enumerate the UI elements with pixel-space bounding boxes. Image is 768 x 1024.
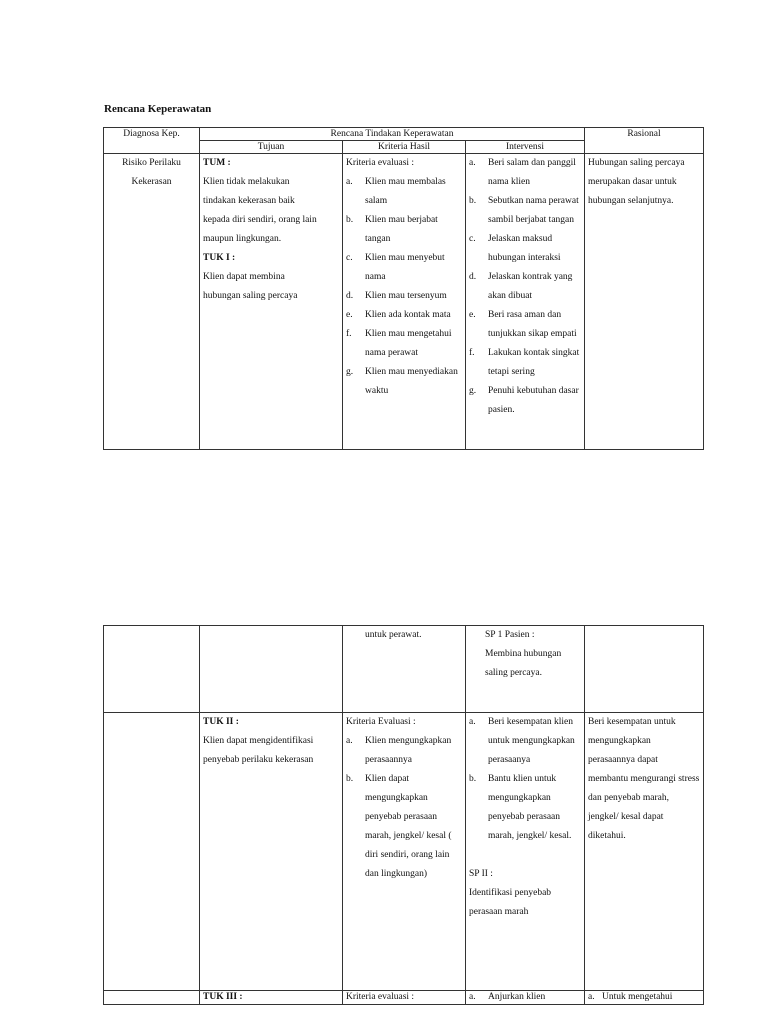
list-item: f. Lakukan kontak singkat tetapi sering <box>469 348 580 377</box>
sp-text: Identifikasi penyebab perasaan marah <box>469 888 552 917</box>
tujuan-cell <box>200 713 343 991</box>
intervensi-cell <box>466 154 585 450</box>
tuk-line: Klien dapat membina <box>203 272 285 282</box>
list-item: b. Klien dapat mengungkapkan penyebab perasaan marah, jengkel/ kesal ( diri sendiri, orang lain dan lingkungan) <box>346 774 452 879</box>
kriteria-continued: untuk perawat. <box>365 630 422 640</box>
tum-line: maupun lingkungan. <box>203 234 282 244</box>
kriteria-label: Kriteria evaluasi : <box>346 158 415 168</box>
list-item: b. Klien mau berjabat tangan <box>346 215 438 244</box>
document-title: Rencana Keperawatan <box>104 103 212 115</box>
list-item: d. Klien mau tersenyum <box>346 291 447 301</box>
diagnosa-cell <box>104 713 200 991</box>
tum-label: TUM : <box>203 158 231 168</box>
kriteria-cell <box>343 991 466 1005</box>
diagnosa-line: Kekerasan <box>131 177 172 187</box>
tujuan-cell <box>200 626 343 713</box>
header-intervensi: Intervensi <box>466 141 585 154</box>
kriteria-label: Kriteria evaluasi : <box>346 992 415 1002</box>
list-item: b. Bantu klien untuk mengungkapkan penyebab perasaan marah, jengkel/ kesal. <box>469 774 572 841</box>
tuk-label: TUK II : <box>203 717 239 727</box>
diagnosa-cell <box>104 154 200 450</box>
list-item: c. Klien mau menyebut nama <box>346 253 445 282</box>
kriteria-cell <box>343 626 466 713</box>
list-item: a. Klien mengungkapkan perasaannya <box>346 736 452 765</box>
rasional-cell: Beri kesempatan untuk mengungkapkan perasaannya dapat membantu mengurangi stress dan penyebab marah, jengkel/ kesal dapat diketahui. <box>585 713 704 991</box>
rasional-cell <box>585 991 704 1005</box>
tujuan-cell <box>200 154 343 450</box>
diagnosa-cell <box>104 626 200 713</box>
tuk-line: hubungan saling percaya <box>203 291 298 301</box>
list-item: a. Untuk mengetahui <box>588 992 673 1002</box>
list-item: d. Jelaskan kontrak yang akan dibuat <box>469 272 573 301</box>
sp-label: SP 1 Pasien : <box>485 630 535 640</box>
intervensi-cell <box>466 713 585 991</box>
sp-text: Membina hubungan saling percaya. <box>485 649 562 678</box>
care-plan-table-1 <box>103 127 704 450</box>
header-rasional: Rasional <box>585 128 704 154</box>
intervensi-cell <box>466 626 585 713</box>
diagnosa-line: Risiko Perilaku <box>122 158 181 168</box>
list-item: a. Klien mau membalas salam <box>346 177 446 206</box>
diagnosa-cell <box>104 991 200 1005</box>
header-kriteria: Kriteria Hasil <box>343 141 466 154</box>
tuk-label: TUK I : <box>203 253 236 263</box>
list-item: b. Sebutkan nama perawat sambil berjabat tangan <box>469 196 579 225</box>
list-item: c. Jelaskan maksud hubungan interaksi <box>469 234 561 263</box>
list-item: e. Klien ada kontak mata <box>346 310 451 320</box>
kriteria-label: Kriteria Evaluasi : <box>346 717 416 727</box>
tujuan-cell <box>200 991 343 1005</box>
tum-line: Klien tidak melakukan <box>203 177 290 187</box>
header-tujuan: Tujuan <box>200 141 343 154</box>
list-item: e. Beri rasa aman dan tunjukkan sikap empati <box>469 310 577 339</box>
tuk-text: Klien dapat mengidentifikasi penyebab perilaku kekerasan <box>203 736 314 765</box>
tum-line: kepada diri sendiri, orang lain <box>203 215 317 225</box>
intervensi-cell <box>466 991 585 1005</box>
header-rencana: Rencana Tindakan Keperawatan <box>200 128 585 141</box>
list-item: f. Klien mau mengetahui nama perawat <box>346 329 452 358</box>
list-item: a. Beri kesempatan klien untuk mengungkapkan perasaanya <box>469 717 575 765</box>
list-item: g. Penuhi kebutuhan dasar pasien. <box>469 386 579 415</box>
list-item: g. Klien mau menyediakan waktu <box>346 367 458 396</box>
list-item: a. Anjurkan klien <box>469 992 546 1002</box>
tum-line: tindakan kekerasan baik <box>203 196 295 206</box>
care-plan-table-2 <box>103 625 704 1005</box>
header-diagnosa: Diagnosa Kep. <box>104 128 200 154</box>
rasional-cell <box>585 626 704 713</box>
kriteria-cell <box>343 154 466 450</box>
rasional-cell: Hubungan saling percaya merupakan dasar untuk hubungan selanjutnya. <box>585 154 704 450</box>
kriteria-cell <box>343 713 466 991</box>
sp-label: SP II : <box>469 869 493 879</box>
list-item: a. Beri salam dan panggil nama klien <box>469 158 576 187</box>
tuk-label: TUK III : <box>203 992 243 1002</box>
